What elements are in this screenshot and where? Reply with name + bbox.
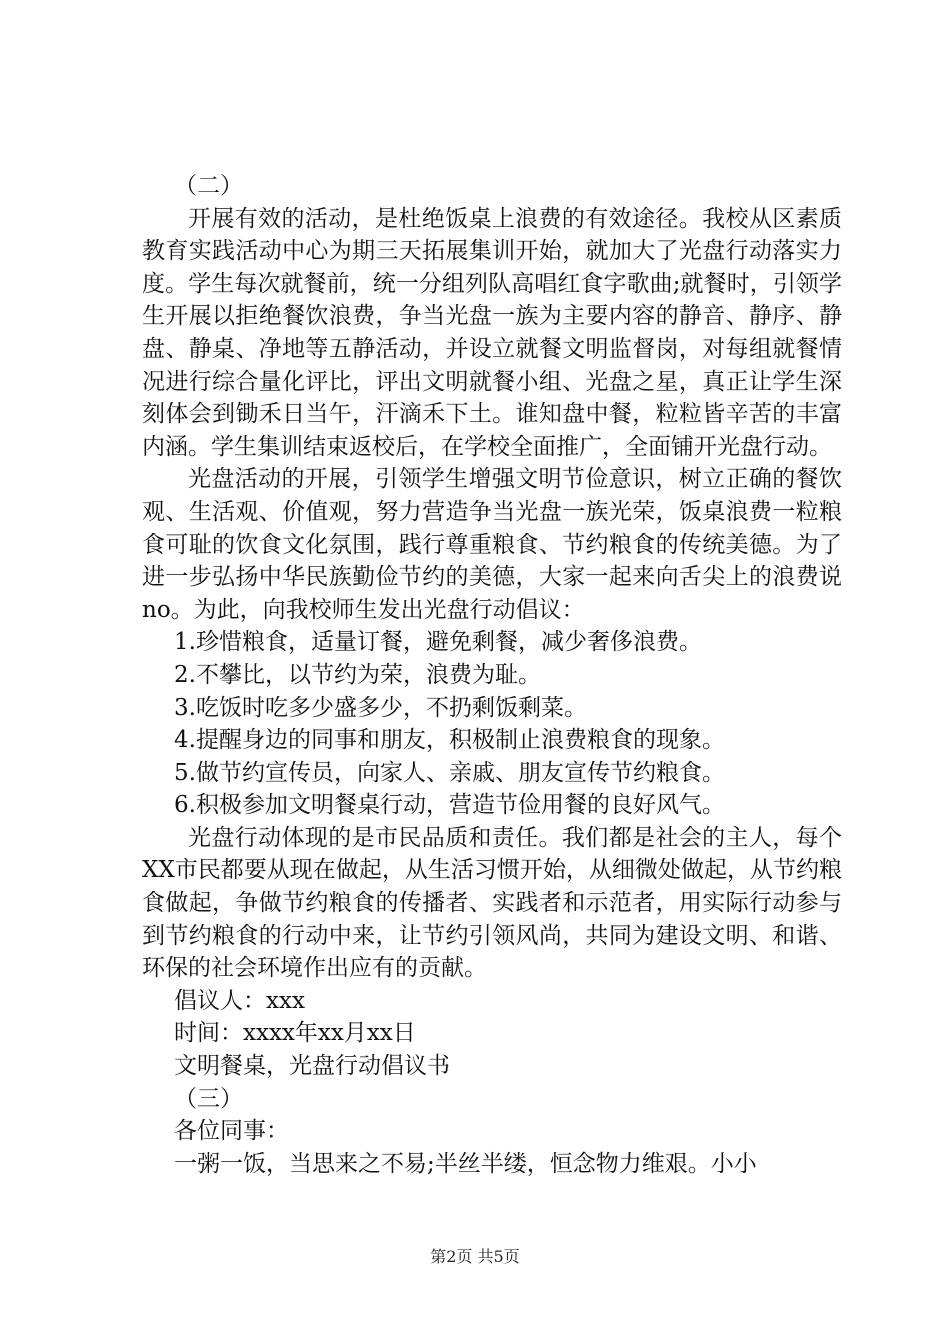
initiative-item-3: 3.吃饭时吃多少盛多少，不扔剩饭剩菜。 [174,694,587,721]
initiative-item-1: 1.珍惜粮食，适量订餐，避免剩餐，减少奢侈浪费。 [174,629,702,656]
paragraph-clean-plate-effect: 光盘活动的开展，引领学生增强文明节俭意识，树立正确的餐饮观、生活观、价值观，努力营造争当光盘一族光荣，饭桌浪费一粒粮食可耻的饮食文化氛围，践行尊重粮食、节约粮食的传统美德。为了进一步弘扬中华民族勤俭节约的美德，大家一起来向舌尖上的浪费说no。为此，向我校师生发出光盘行动倡议： [142,466,842,623]
page-number-footer: 第2页 共5页 [430,1247,520,1266]
initiative-item-4: 4.提醒身边的同事和朋友，积极制止浪费粮食的现象。 [174,727,725,754]
document-body [142,170,842,1180]
section-three-heading: （三） [174,1085,243,1112]
initiative-item-6: 6.积极参加文明餐桌行动，营造节俭用餐的良好风气。 [174,792,725,819]
date-line: 时间：xxxx年xx月xx日 [174,1020,416,1047]
initiative-item-5: 5.做节约宣传员，向家人、亲戚、朋友宣传节约粮食。 [174,759,725,786]
initiator-line: 倡议人：xxx [174,987,305,1014]
salutation: 各位同事： [174,1118,289,1145]
paragraph-activities: 开展有效的活动，是杜绝饭桌上浪费的有效途径。我校从区素质教育实践活动中心为期三天拓展集训开始，就加大了光盘行动落实力度。学生每次就餐前，统一分组列队高唱红食字歌曲;就餐时，引领学生开展以拒绝餐饮浪费，争当光盘一族为主要内容的静音、静序、静盘、静桌、净地等五静活动，并设立就餐文明监督岗，对每组就餐情况进行综合量化评比，评出文明就餐小组、光盘之星，真正让学生深刻体会到锄禾日当午，汗滴禾下土。谁知盘中餐，粒粒皆辛苦的丰富内涵。学生集训结束返校后，在学校全面推广，全面铺开光盘行动。 [142,205,842,460]
next-document-title: 文明餐桌，光盘行动倡议书 [174,1053,450,1080]
section-two-heading: （二） [174,173,243,199]
paragraph-proverb: 一粥一饭，当思来之不易;半丝半缕，恒念物力维艰。小小 [174,1150,757,1177]
initiative-item-2: 2.不攀比，以节约为荣，浪费为耻。 [174,661,541,688]
paragraph-citizen-responsibility: 光盘行动体现的是市民品质和责任。我们都是社会的主人，每个XX市民都要从现在做起，从生活习惯开始，从细微处做起，从节约粮食做起，争做节约粮食的传播者、实践者和示范者，用实际行动参与到节约粮食的行动中来，让节约引领风尚，共同为建设文明、和谐、环保的社会环境作出应有的贡献。 [142,824,842,982]
